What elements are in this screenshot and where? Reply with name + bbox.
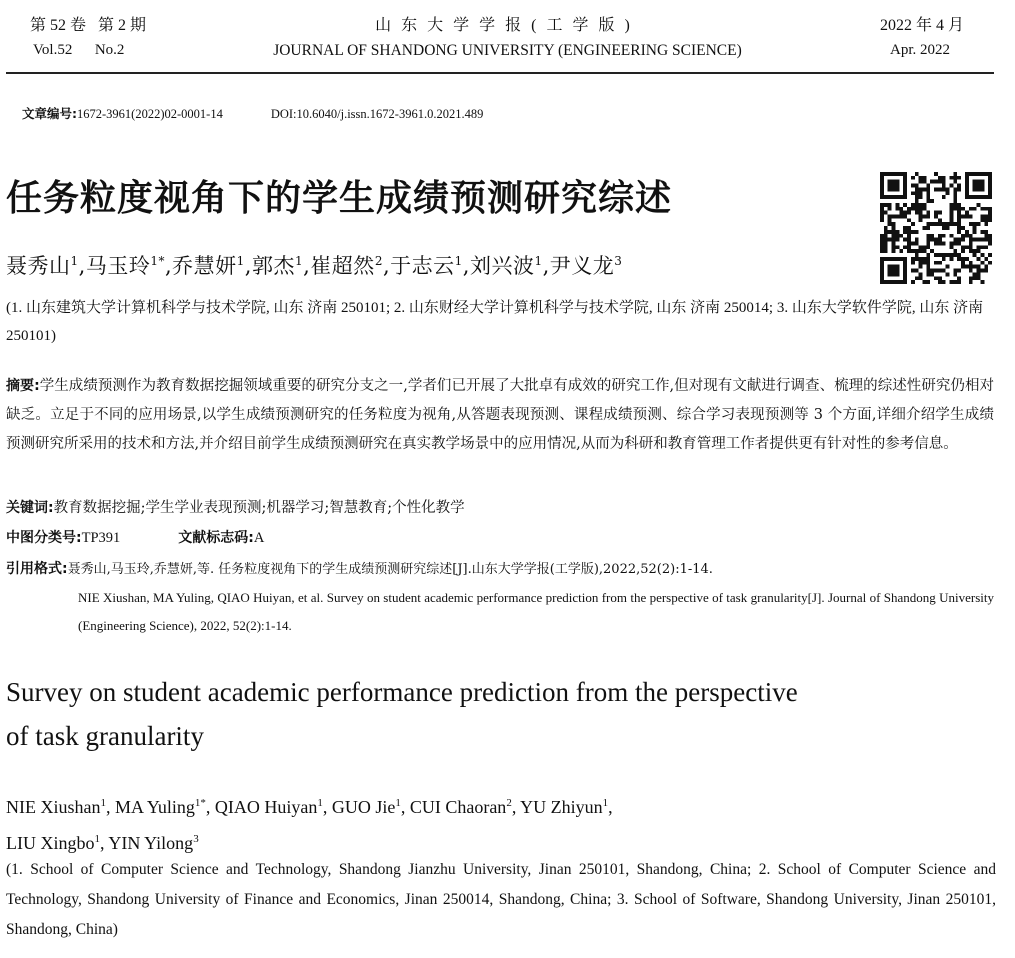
clc-label: 中图分类号: [6,530,82,546]
author-affiliation-mark: 1 [317,797,323,809]
classification [6,524,994,553]
author-affiliation-mark: 1 [294,254,304,268]
author-name: 郭杰 [251,254,295,278]
abstract-label: 摘要: [6,378,40,394]
citation-cn-text: 聂秀山,马玉玲,乔慧妍,等. 任务粒度视角下的学生成绩预测研究综述[J].山东大学学报(工学版),2022,52(2):1-14. [67,562,713,577]
author-affiliation-mark: 1 [94,833,100,845]
article-number-label: 文章编号: [22,106,77,121]
author-affiliation-mark: 3 [614,254,623,268]
author-name: 尹义龙 [549,254,615,278]
author-affiliation-mark: 1 [70,254,79,268]
title-en: Survey on student academic performance prediction from the perspective of task granularity [6,677,798,751]
keywords [6,494,994,523]
author-affiliation-mark: 2 [506,797,512,809]
author-name: LIU Xingbo [6,833,95,853]
clc-value: TP391 [81,530,121,546]
author-name: 聂秀山 [6,254,71,278]
author-name: YU Zhiyun [520,797,603,817]
author-name: GUO Jie [331,797,396,817]
affiliations-en: (1. School of Computer Science and Technology, Shandong Jianzhu University, Jinan 250101, Shandong, China; 2. School of Computer Science and Technology, Shandong University of Finance and Economics, Jinan 250014, Shandong, China; 3. School of Software, Shandong University, Jinan 250101, Shandong, China) [6,861,996,938]
qr-code-icon[interactable] [880,172,992,284]
author-name: 刘兴波 [469,254,535,278]
citation-label: 引用格式: [6,561,68,577]
author-name: 于志云 [390,254,455,278]
journal-name-cn: 山东大学学报(工学版) [375,17,640,34]
author-affiliation-mark: 1* [194,797,206,809]
author-affiliation-mark: 1 [534,254,543,268]
author-affiliation-mark: 1 [395,797,401,809]
author-name: 马玉玲 [85,254,151,278]
doi[interactable]: DOI:10.6040/j.issn.1672-3961.0.2021.489 [270,107,484,121]
citation-en: NIE Xiushan, MA Yuling, QIAO Huiyan, et al. Survey on student academic performance prediction from the perspective of task granularity[J]. Journal of Shandong University (Engineering Science), 2022, 52(2):1-14. [78,590,994,633]
authors-cn: 聂秀山$^1$,马玉玲$^{1*}$,乔慧妍$^1$,郭杰$^1$,崔超然$^2$,于志云$^1$,刘兴波$^1$,尹义龙$^3$ [6,254,623,278]
author-name: CUI Chaoran [409,797,507,817]
volume-issue-cn: 第 52 卷 第 2 期 [30,17,147,34]
author-name: 崔超然 [310,254,375,278]
author-affiliation-mark: 1 [602,797,609,809]
author-name: NIE Xiushan [6,797,101,817]
author-affiliation-mark: 2 [374,254,383,268]
issue-date-en: Apr. 2022 [890,42,950,58]
author-affiliation-mark: 1* [150,254,165,268]
affiliations-cn: (1. 山东建筑大学计算机科学与技术学院, 山东 济南 250101; 2. 山东财经大学计算机科学与技术学院, 山东 济南 250014; 3. 山东大学软件学院, 山东 济南 250101) [6,300,984,344]
article-number-value: 1672-3961(2022)02-0001-14 [77,107,223,121]
author-affiliation-mark: 1 [454,254,463,268]
keywords-label: 关键词: [6,500,54,516]
volume-issue-en: Vol.52 No.2 [33,42,125,58]
issue-date-cn: 2022 年 4 月 [880,17,965,34]
header-rule [6,72,994,74]
abstract [6,372,994,459]
citation-cn [6,555,994,584]
author-affiliation-mark: 1 [236,254,245,268]
author-affiliation-mark: 1 [100,797,106,809]
doc-code-value: A [253,530,265,546]
author-name: YIN Yilong [108,833,194,853]
article-identifiers [22,104,483,122]
author-name: MA Yuling [114,797,195,817]
doc-code-label: 文献标志码: [178,530,254,546]
abstract-text: 学生成绩预测作为教育数据挖掘领域重要的研究分支之一,学者们已开展了大批卓有成效的研究工作,但对现有文献进行调查、梳理的综述性研究仍相对缺乏。立足于不同的应用场景,以学生成绩预测研究的任务粒度为视角,从答题表现预测、课程成绩预测、综合学习表现预测等 3 个方面,详细介绍学生成绩预测研究所采用的技术和方法,并介绍目前学生成绩预测研究在真实教学场景中的应用情况,从而为科研和教育管理工作者提供更有针对性的参考信息。 [6,378,994,452]
journal-name-en: JOURNAL OF SHANDONG UNIVERSITY (ENGINEERING SCIENCE) [273,42,742,59]
keywords-text: 教育数据挖掘;学生学业表现预测;机器学习;智慧教育;个性化教学 [53,500,465,516]
authors-en: NIE Xiushan$^1$, MA Yuling$^{1*}$, QIAO Huiyan$^1$, GUO Jie$^1$, CUI Chaoran$^2$, YU Zhiyun$^1$, LIU Xingbo$^1$, YIN Yilong$^3$ [6,797,613,853]
author-name: 乔慧妍 [172,254,237,278]
author-name: QIAO Huiyan [214,797,318,817]
author-affiliation-mark: 3 [193,833,199,845]
title-cn: 任务粒度视角下的学生成绩预测研究综述 [6,178,673,219]
